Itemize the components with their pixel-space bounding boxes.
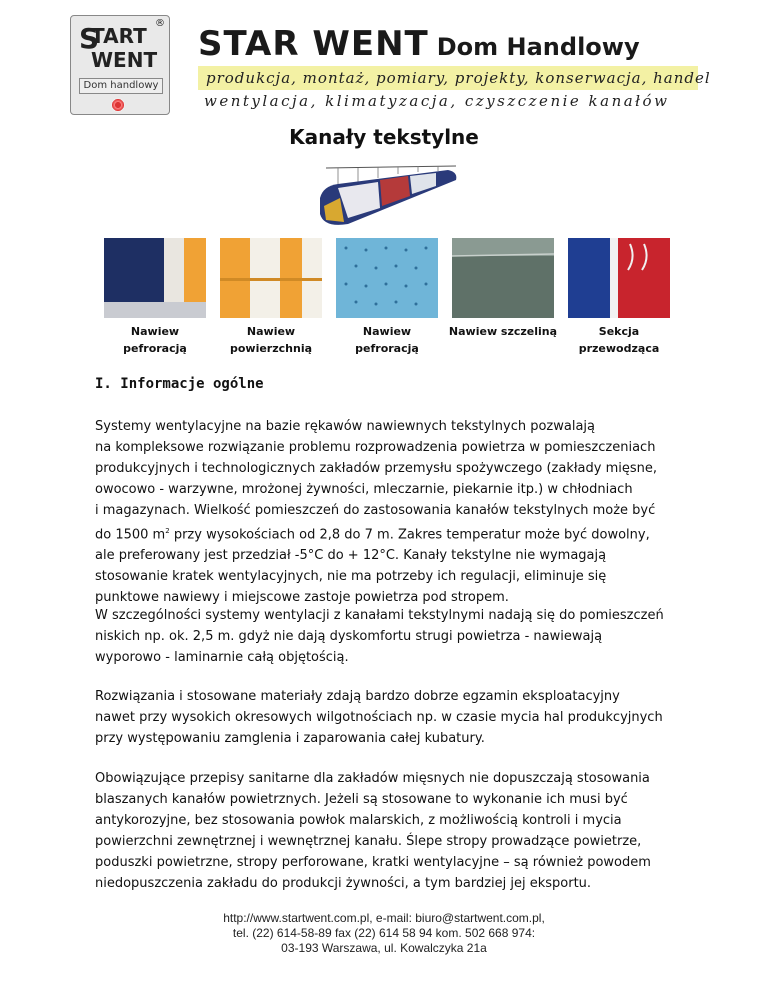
paragraph-3: Rozwiązania i stosowane materiały zdają bardzo dobrze egzamin eksploatacyjny nawet przy wysokich okresowych wilgotnościach np. w czasie mycia hal produkcyjnych przy występowaniu zamglenia i zaparowania całej kubatury. — [95, 689, 663, 746]
paragraph-2: W szczególności systemy wentylacji z kanałami tekstylnymi nadają się do pomieszczeń niskich np. ok. 2,5 m. gdyż nie dają dyskomfortu strugi powietrza - nawiewają wyporowo - laminarnie całą objętością. — [95, 608, 664, 665]
paragraph-4: Obowiązujące przepisy sanitarne dla zakładów mięsnych nie dopuszczają stosowania blaszanych kanałów powietrznych. Jeżeli są stosowane to wykonanie ich musi być antykorozyjne, bez stosowania powłok malarskich, z możliwością kontroli i mycia powierzchni zewnętrznej i wewnętrznej kanału. Ślepe stropy prowadzące powietrze, poduszki powietrzne, stropy perforowane, kratki wentylacyjne – są również powodem niedopuszczenia zakładu do produkcji żywności, a tym bardziej jej eksportu. — [95, 771, 651, 891]
fan-icon — [111, 98, 125, 112]
tagline-scope: wentylacja, klimatyzacja, czyszczenie kanałów — [204, 92, 670, 110]
page-title: Kanały tekstylne — [289, 125, 479, 149]
footer-address: 03-193 Warszawa, ul. Kowalczyka 21a — [281, 941, 487, 955]
conducting-section-photo — [568, 238, 670, 318]
brand-subtitle: Dom Handlowy — [436, 33, 640, 61]
brand-title — [198, 24, 640, 64]
footer-phone: tel. (22) 614-58-89 fax (22) 614 58 94 kom. 502 668 974: — [232, 926, 536, 940]
paragraph-1-part-b: przy wysokościach od 2,8 do 7 m. Zakres temperatur może być dowolny, ale preferowany jest przedział -5°C do + 12°C. Kanały tekstylne nie wymagają stosowanie kratek wentylacyjnych, nie ma potrzeby ich regulacji, eliminuje się punktowe nawiewy i miejscowe zastoje powietrza pod stropem. — [95, 527, 650, 606]
section-heading: I. Informacje ogólne — [95, 376, 264, 392]
logo-letter-s: S — [79, 22, 99, 55]
perforated-duct-photo — [104, 238, 206, 318]
paragraph-1 — [95, 416, 715, 608]
caption-conducting-section: Sekcja przewodząca — [578, 325, 660, 355]
footer-web-email: http://www.startwent.com.pl, e-mail: biuro@startwent.com.pl, — [223, 911, 545, 925]
surface-diffusion-photo — [220, 238, 322, 318]
caption-perforation-2: Nawiew pefroracją — [355, 325, 419, 355]
caption-surface: Nawiew powierzchnią — [229, 325, 313, 355]
brand-name: STAR WENT — [198, 24, 429, 64]
logo-line-1: TART — [91, 24, 147, 48]
company-logo — [70, 15, 170, 115]
caption-slot: Nawiew szczeliną — [448, 325, 558, 338]
hanging-duct-image — [318, 158, 458, 228]
square-meter-superscript: 2 — [165, 527, 170, 535]
tagline-services: produkcja, montaż, pomiary, projekty, konserwacja, handel — [198, 66, 698, 90]
micro-perforated-photo — [336, 238, 438, 318]
logo-caption: Dom handlowy — [79, 78, 163, 94]
logo-line-2: WENT — [91, 48, 158, 72]
paragraph-1-part-a: Systemy wentylacyjne na bazie rękawów nawiewnych tekstylnych pozwalają na kompleksowe rozwiązanie problemu rozprowadzenia powietrza w pomieszczeniach produkcyjnych i technologicznych zakładów przemysłu spożywczego (zakłady mięsne, owocowo - warzywne, mrożonej żywności, mleczarnie, piekarnie itp.) w chłodniach i magazynach. Wielkość pomieszczeń do zastosowania kanałów tekstylnych może być do 1500 m — [95, 419, 658, 543]
caption-perforation-1: Nawiew pefroracją — [123, 325, 187, 355]
slot-duct-photo — [452, 238, 554, 318]
footer-contact — [0, 911, 768, 956]
registered-mark: ® — [155, 18, 165, 29]
